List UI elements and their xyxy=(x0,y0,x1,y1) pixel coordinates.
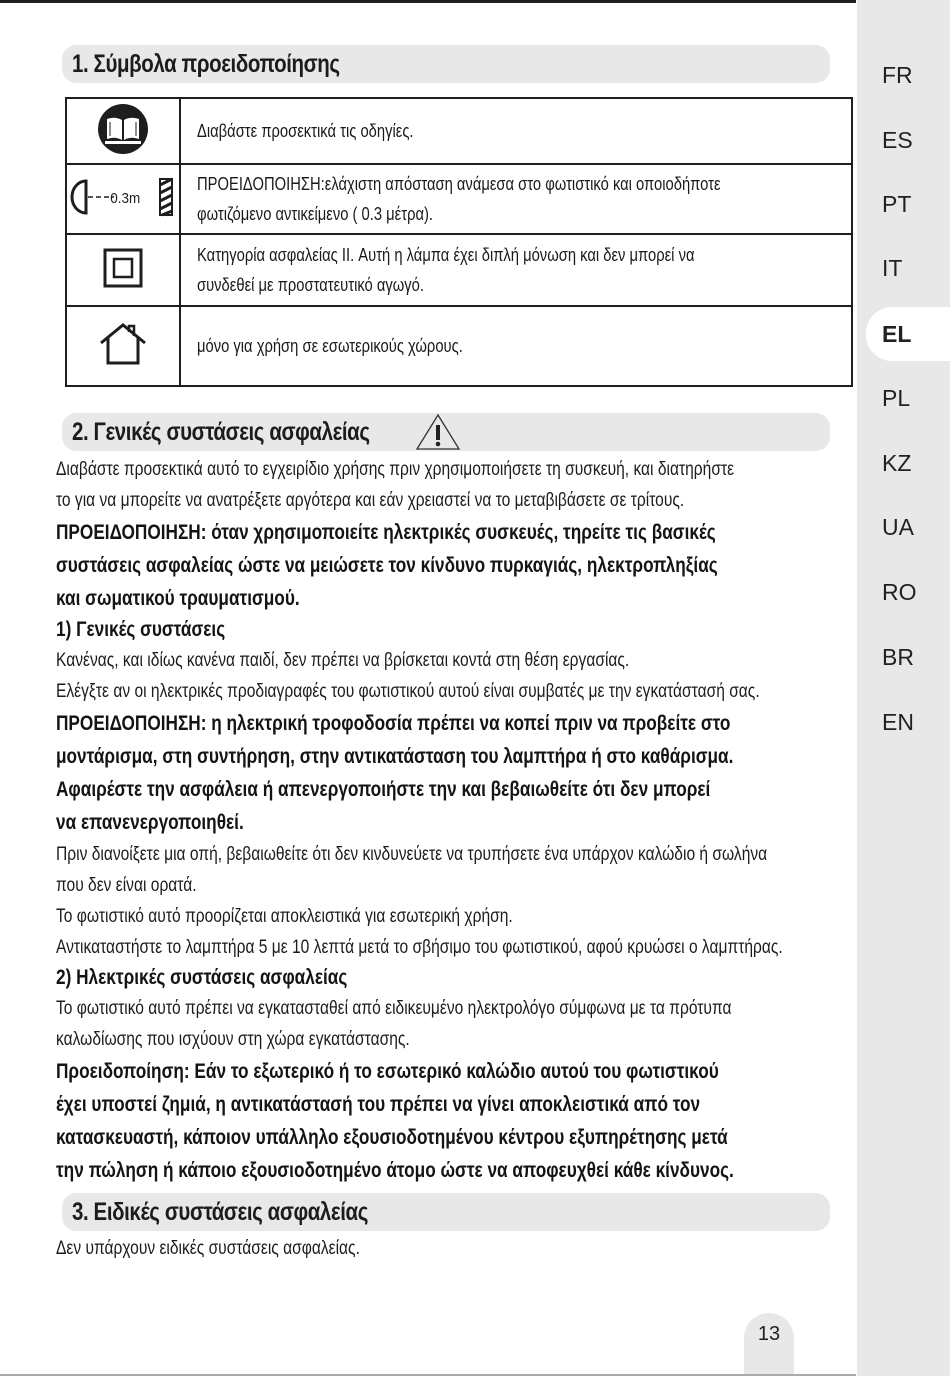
minimum-distance-icon xyxy=(68,175,178,219)
paragraph: Κανένας, και ιδίως κανένα παιδί, δεν πρέπει να βρίσκεται κοντά στη θέση εργασίας. Ελέγξτε αν οι ηλεκτρικές προδιαγραφές του φωτιστικού αυτού είναι συμβατές με την εγκατάστασή σας. xyxy=(56,650,760,702)
language-tab-pt[interactable]: PT xyxy=(882,190,912,217)
page-number: 13 xyxy=(744,1313,794,1376)
icon-cell xyxy=(66,98,180,164)
read-instructions-book-icon xyxy=(97,103,149,155)
symbols-table xyxy=(65,97,853,387)
table-row xyxy=(66,306,852,386)
icon-cell xyxy=(66,306,180,386)
top-border xyxy=(0,0,856,3)
subheading-general: 1) Γενικές συστάσεις xyxy=(56,618,226,641)
language-tab-el-active[interactable]: EL xyxy=(866,307,950,361)
language-tab-ua[interactable]: UA xyxy=(882,513,914,540)
icon-cell xyxy=(66,164,180,234)
warning-triangle-icon xyxy=(415,413,461,451)
language-tab-pl[interactable]: PL xyxy=(882,384,911,411)
svg-text:0.3m: 0.3m xyxy=(110,189,141,207)
subheading-electrical: 2) Ηλεκτρικές συστάσεις ασφαλείας xyxy=(56,966,348,989)
paragraph: Δεν υπάρχουν ειδικές συστάσεις ασφαλείας. xyxy=(56,1238,360,1259)
symbol-description: Κατηγορία ασφαλείας II. Αυτή η λάμπα έχει διπλή μόνωση και δεν μπορεί να συνδεθεί με προστατευτικό αγωγό. xyxy=(180,234,852,306)
language-tab-kz[interactable]: KZ xyxy=(882,449,912,476)
symbol-description: μόνο για χρήση σε εσωτερικούς χώρους. xyxy=(180,306,852,386)
paragraph: Πριν διανοίξετε μια οπή, βεβαιωθείτε ότι δεν κινδυνεύετε να τρυπήσετε ένα υπάρχον καλώδιο ή σωλήνα που δεν είναι ορατά. Το φωτιστικό αυτό προορίζεται αποκλειστικά για εσωτερική χρήση. Αντικαταστήστε το λαμπτήρα 5 με 10 λεπτά μετά το σβήσιμο του φωτιστικού, αφού κρυώσει ο λαμπτήρας. xyxy=(56,844,783,958)
section-title: 1. Σύμβολα προειδοποίησης xyxy=(72,49,340,78)
symbol-description: Διαβάστε προσεκτικά τις οδηγίες. xyxy=(180,98,852,164)
language-tab-br[interactable]: BR xyxy=(882,643,914,670)
intro-paragraph: Διαβάστε προσεκτικά αυτό το εγχειρίδιο χρήσης πριν χρησιμοποιήσετε τη συσκευή, και διατηρήστε το για να μπορείτε να ανατρέξετε αργότερα και εάν χρειαστεί να το μεταβιβάσετε σε τρίτους. xyxy=(56,459,735,511)
language-tab-en[interactable]: EN xyxy=(882,708,914,735)
language-tab-es[interactable]: ES xyxy=(882,126,913,153)
language-tab-ro[interactable]: RO xyxy=(882,578,917,605)
section-heading-warning-symbols xyxy=(62,45,830,83)
icon-cell xyxy=(66,234,180,306)
table-row xyxy=(66,98,852,164)
page-content xyxy=(56,45,842,1264)
section-heading-specific-safety xyxy=(62,1193,830,1231)
section-title: 3. Ειδικές συστάσεις ασφαλείας xyxy=(72,1197,368,1226)
section-heading-general-safety xyxy=(62,413,830,451)
symbol-description: ΠΡΟΕΙΔΟΠΟΙΗΣΗ:ελάχιστη απόσταση ανάμεσα στο φωτιστικό και οποιοδήποτε φωτιζόμενο αντικείμενο ( 0.3 μέτρα). xyxy=(180,164,852,234)
warning-paragraph: ΠΡΟΕΙΔΟΠΟΙΗΣΗ: η ηλεκτρική τροφοδοσία πρέπει να κοπεί πριν να προβείτε στο μοντάρισμα, στη συντήρηση, στην αντικατάσταση του λαμπτήρα ή στο καθάρισμα. Αφαιρέστε την ασφάλεια ή απενεργοποιήστε την και βεβαιωθείτε ότι δεν μπορεί να επανενεργοποιηθεί. xyxy=(56,712,734,834)
warning-paragraph: Προειδοποίηση: Εάν το εξωτερικό ή το εσωτερικό καλώδιο αυτού του φωτιστικού έχει υποστεί ζημιά, η αντικατάστασή του πρέπει να γίνει αποκλειστικά από τον κατασκευαστή, κάποιον υπάλληλο εξουσιοδοτημένου κέντρου εξυπηρέτησης μετά την πώληση ή κάποιο εξουσιοδοτημένο άτομο ώστε να αποφευχθεί κάθε κίνδυνος. xyxy=(56,1060,734,1182)
class-ii-double-insulation-icon xyxy=(103,248,143,288)
language-sidebar xyxy=(857,0,950,1376)
section-title: 2. Γενικές συστάσεις ασφαλείας xyxy=(72,417,370,446)
table-row xyxy=(66,234,852,306)
paragraph: Το φωτιστικό αυτό πρέπει να εγκατασταθεί από ειδικευμένο ηλεκτρολόγο σύμφωνα με τα πρότυπα καλωδίωσης που ισχύουν στη χώρα εγκατάστασης. xyxy=(56,998,732,1050)
language-tab-fr[interactable]: FR xyxy=(882,61,913,88)
table-row xyxy=(66,164,852,234)
indoor-use-house-icon xyxy=(98,323,148,365)
language-tab-it[interactable]: IT xyxy=(882,254,903,281)
warning-paragraph: ΠΡΟΕΙΔΟΠΟΙΗΣΗ: όταν χρησιμοποιείτε ηλεκτρικές συσκευές, τηρείτε τις βασικές συστάσεις ασφαλείας ώστε να μειώσετε τον κίνδυνο πυρκαγιάς, ηλεκτροπληξίας και σωματικού τραυματισμού. xyxy=(56,521,718,610)
